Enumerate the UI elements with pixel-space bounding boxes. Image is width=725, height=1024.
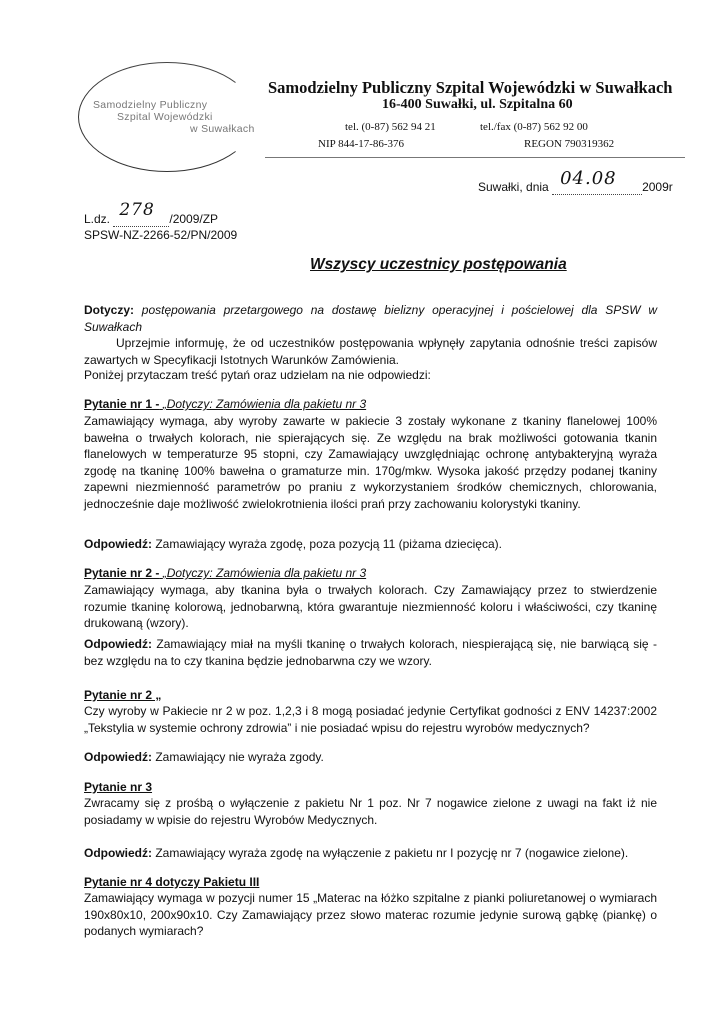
answer-3 xyxy=(84,749,657,766)
hospital-address: 16-400 Suwałki, ul. Szpitalna 60 xyxy=(382,97,573,112)
logo-line-2: Szpital Wojewódzki xyxy=(117,111,213,123)
page-title: Wszyscy uczestnicy postępowania xyxy=(310,256,567,273)
hospital-nip: NIP 844-17-86-376 xyxy=(318,138,405,150)
hospital-regon: REGON 790319362 xyxy=(524,138,615,150)
logo-line-1: Samodzielny Publiczny xyxy=(93,99,208,111)
question-1-label: Pytanie nr 1 - xyxy=(84,397,160,411)
question-1-ref: „Dotyczy: Zamówienia dla pakietu nr 3 xyxy=(162,397,367,411)
ldz-number: 278 xyxy=(119,200,155,220)
question-2-label: Pytanie nr 2 - xyxy=(84,566,160,580)
answer-3-label: Odpowiedź: xyxy=(84,750,152,764)
question-3-text: Czy wyroby w Pakiecie nr 2 w poz. 1,2,3 i 8 mogą posiadać jedynie Certyfikat godności z ENV 14237:2002 „Tekstylia w systemie ochrony zdrowia” i nie posiadać wpisu do rejestru wyrobów medycznych? xyxy=(84,704,657,735)
ldz-suffix: /2009/ZP xyxy=(169,212,219,226)
answer-4 xyxy=(84,845,657,862)
ldz-line xyxy=(84,200,219,227)
answer-1 xyxy=(84,536,657,553)
date-prefix: Suwałki, dnia xyxy=(478,180,549,194)
answer-1-text: Zamawiający wyraża zgodę, poza pozycją 11 (piżama dziecięca). xyxy=(155,537,502,551)
question-4-text: Zwracamy się z prośbą o wyłączenie z pakietu Nr 1 poz. Nr 7 nogawice zielone z uwagi na fakt iż nie posiadamy w wpisie do rejestru Wyrobów Medycznych. xyxy=(84,796,657,827)
answer-3-text: Zamawiający nie wyraża zgody. xyxy=(155,750,324,764)
answer-4-text: Zamawiający wyraża zgodę na wyłączenie z pakietu nr I pozycję nr 7 (nogawice zielone). xyxy=(155,846,629,860)
subject-text: postępowania przetargowego na dostawę bielizny operacyjnej i pościelowej dla SPSW w Suwałkach xyxy=(84,303,657,334)
ldz-field xyxy=(113,200,169,227)
intro-paragraph-2: Poniżej przytaczam treść pytań oraz udzielam na nie odpowiedzi: xyxy=(84,368,431,382)
question-2-ref: „Dotyczy: Zamówienia dla pakietu nr 3 xyxy=(162,566,367,580)
question-2-head xyxy=(84,566,366,580)
question-3-head: Pytanie nr 2 „ xyxy=(84,688,162,702)
answer-2-text: Zamawiający miał na myśli tkaninę o trwałych kolorach, niespierającą się, nie barwiącą się - bez względu na to czy tkanina będzie jednobarwna czy we wzory. xyxy=(84,637,657,668)
answer-2-label: Odpowiedź: xyxy=(84,637,152,651)
hospital-name: Samodzielny Publiczny Szpital Wojewódzki w Suwałkach xyxy=(268,78,673,97)
header-divider xyxy=(265,157,685,158)
answer-4-label: Odpowiedź: xyxy=(84,846,152,860)
question-1-head xyxy=(84,397,366,411)
date-suffix: 2009r xyxy=(642,180,673,194)
intro-paragraph: Uprzejmie informuję, że od uczestników postępowania wpłynęły zapytania odnośnie treści zapisów zawartych w Specyfikacji Istotnych Warunków Zamówienia. xyxy=(84,336,657,367)
hospital-fax: tel./fax (0-87) 562 92 00 xyxy=(480,121,588,133)
date-field xyxy=(552,168,642,195)
ldz-prefix: L.dz. xyxy=(84,212,111,226)
case-number: SPSW-NZ-2266-52/PN/2009 xyxy=(84,228,238,242)
question-1-text: Zamawiający wymaga, aby wyroby zawarte w pakiecie 3 zostały wykonane z tkaniny flanelowej 100% bawełna o trwałych kolorach, nie spierających się. Ze względu na brak możliwości gotowania tkanin flanelowych w temperaturze 95 stopni, czy Zamawiający uwzględniając ochronę antybakteryjną wyraża zgodę na tkaninę 100% bawełna o gramaturze min. 170g/mkw. Wysoka jakość przędzy podanej tkaniny zapewni niezmienność parametrów po praniu z wykorzystaniem środków chemicznych, chlorowania, jednocześnie daje możliwość zwielokrotnienia ilości prań przy zachowaniu kolorystyki tkaniny. xyxy=(84,414,657,511)
answer-1-label: Odpowiedź: xyxy=(84,537,152,551)
logo-line-3: w Suwałkach xyxy=(190,123,255,135)
answer-2 xyxy=(84,636,657,669)
question-5-text: Zamawiający wymaga w pozycji numer 15 „Materac na łóżko szpitalne z pianki poliuretanowej o wymiarach 190x80x10, 200x90x10. Czy Zamawiający przez słowo materac rozumie jedynie surową gąbkę (piankę) o podanych wymiarach? xyxy=(84,891,657,938)
hospital-tel: tel. (0-87) 562 94 21 xyxy=(345,121,436,133)
question-5-head: Pytanie nr 4 dotyczy Pakietu III xyxy=(84,875,260,889)
date-line xyxy=(478,168,673,195)
subject-label: Dotyczy: xyxy=(84,303,135,317)
date-handwritten: 04.08 xyxy=(560,168,617,189)
question-4-head: Pytanie nr 3 xyxy=(84,780,153,794)
subject-line xyxy=(84,302,657,335)
question-2-text: Zamawiający wymaga, aby tkanina była o trwałych kolorach. Czy Zamawiający przez to stwierdzenie rozumie tkaninę kolorową, jednobarwną, która gwarantuje niezmienność koloru i właściwości, czy tkaninę drukowaną (wzory). xyxy=(84,583,657,630)
